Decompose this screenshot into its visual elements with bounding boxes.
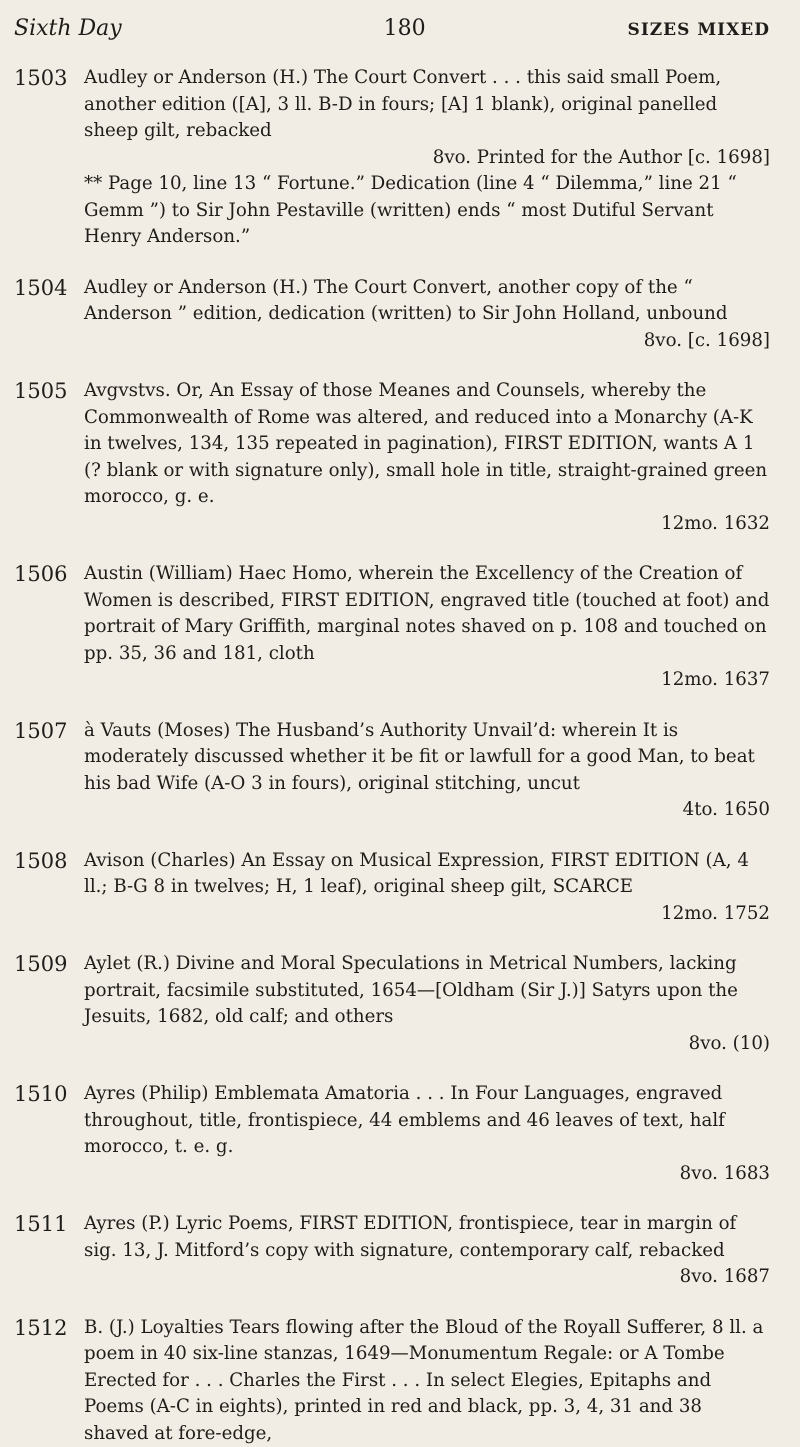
lot-description: B. (J.) Loyalties Tears flowing after the Bloud of the Royall Sufferer, 8 ll. a poem in 40 six-line stanzas, 1649—Monumentum Regale: or A Tombe Erected for . . . Charles the First . . . In select Elegies, Epitaphs and Poems (A-C in eights), printed in red and black, pp. 3, 4, 31 and 38 shaved at fore-edge, [84,1317,763,1444]
lot-entry [14,1081,770,1187]
lot-description: Avgvstvs. Or, An Essay of those Meanes and Counsels, whereby the Commonwealth of Rome was altered, and reduced into a Monarchy (A-K in twelves, 134, 135 repeated in pagination), FIRST EDITION, wants A 1 (? blank or with signature only), small hole in title, straight-grained green morocco, g. e. [84,380,767,507]
lot-number: 1509 [14,951,84,1057]
lot-number: 1505 [14,378,84,537]
lot-description: Avison (Charles) An Essay on Musical Expression, FIRST EDITION (A, 4 ll.; B-G 8 in twelves; H, 1 leaf), original sheep gilt, SCARCE [84,850,749,898]
page-number: 180 [384,16,426,41]
lot-format-date: 12mo. 1637 [84,667,770,694]
lot-number: 1506 [14,561,84,694]
lot-format-date: 8vo. Printed for the Author [c. 1698] [84,145,770,172]
lot-number: 1511 [14,1211,84,1291]
lot-entry [14,1211,770,1291]
lot-entry [14,561,770,694]
lot-description: Ayres (Philip) Emblemata Amatoria . . . In Four Languages, engraved throughout, title, frontispiece, 44 emblems and 46 leaves of text, half morocco, t. e. g. [84,1083,725,1157]
lot-number: 1510 [14,1081,84,1187]
lot-description: Ayres (P.) Lyric Poems, FIRST EDITION, frontispiece, tear in margin of sig. 13, J. Mitford’s copy with signature, contemporary calf, rebacked [84,1213,736,1261]
lot-number: 1504 [14,275,84,355]
lot-number: 1512 [14,1315,84,1447]
lot-description: Audley or Anderson (H.) The Court Convert . . . this said small Poem, another edition ([A], 3 ll. B-D in fours; [A] 1 blank), original panelled sheep gilt, rebacked [84,67,721,141]
running-head [14,16,770,41]
lot-number: 1507 [14,718,84,824]
lot-entry [14,378,770,537]
lot-entry [14,65,770,251]
lot-description: Aylet (R.) Divine and Moral Speculations in Metrical Numbers, lacking portrait, facsimile substituted, 1654—[Oldham (Sir J.)] Satyrs upon the Jesuits, 1682, old calf; and others [84,953,738,1027]
lot-number: 1508 [14,848,84,928]
lot-entry [14,1315,770,1447]
lot-description: à Vauts (Moses) The Husband’s Authority Unvail’d: wherein It is moderately discussed whether it be fit or lawfull for a good Man, to beat his bad Wife (A-O 3 in fours), original stitching, uncut [84,720,755,794]
lot-format-date: 4to. 1650 [84,797,770,824]
lot-note: ** Page 10, line 13 “ Fortune.” Dedication (line 4 “ Dilemma,” line 21 “ Gemm ”) to Sir John Pestaville (written) ends “ most Dutiful Servant Henry Anderson.” [84,171,770,251]
lot-description: Audley or Anderson (H.) The Court Convert, another copy of the “ Anderson ” edition, dedication (written) to Sir John Holland, unbound [84,277,728,325]
lot-entry [14,718,770,824]
lot-format-date: 12mo. 1632 [84,511,770,538]
running-head-section: SIZES MIXED [628,20,770,40]
lot-entry [14,951,770,1057]
lot-format-date: 12mo. 1752 [84,901,770,928]
lot-format-date: 8vo. 1683 [84,1161,770,1188]
lot-format-date: 8vo. (10) [84,1031,770,1058]
lot-format-date: 8vo. 1687 [84,1264,770,1291]
lot-entry [14,275,770,355]
lot-entry [14,848,770,928]
lot-description: Austin (William) Haec Homo, wherein the Excellency of the Creation of Women is described, FIRST EDITION, engraved title (touched at foot) and portrait of Mary Griffith, marginal notes shaved on p. 108 and touched on pp. 35, 36 and 181, cloth [84,563,769,664]
lot-number: 1503 [14,65,84,251]
lot-format-date: 8vo. [c. 1698] [84,328,770,355]
running-head-day: Sixth Day [14,16,122,41]
